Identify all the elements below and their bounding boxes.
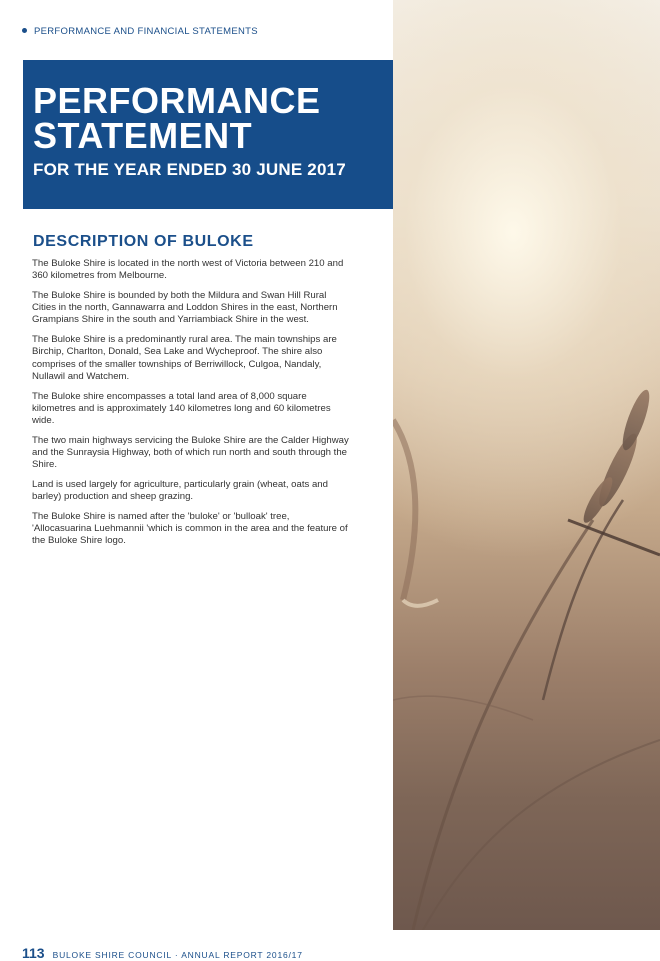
page-footer [22, 945, 303, 961]
page-title-line1: PERFORMANCE [33, 80, 321, 121]
page-title-line2: STATEMENT [33, 115, 253, 156]
page-subtitle: FOR THE YEAR ENDED 30 JUNE 2017 [33, 160, 346, 179]
title-banner [23, 60, 393, 209]
page-title [33, 80, 321, 156]
wheat-field-photo [393, 0, 660, 930]
section-heading: DESCRIPTION OF BULOKE [33, 233, 254, 250]
bullet-dot-icon [22, 28, 27, 33]
paragraph: Land is used largely for agriculture, particularly grain (wheat, oats and barley) production and sheep grazing. [32, 479, 328, 503]
page-number: 113 [22, 945, 45, 961]
section-label [22, 26, 258, 37]
footer-text: BULOKE SHIRE COUNCIL · ANNUAL REPORT 2016/17 [52, 950, 303, 960]
paragraph: The Buloke Shire is named after the 'buloke' or 'bulloak' tree, 'Allocasuarina Luehmannii 'which is common in the area and the feature of the Buloke Shire logo. [32, 511, 348, 547]
section-label-text: PERFORMANCE AND FINANCIAL STATEMENTS [34, 26, 258, 37]
paragraph: The Buloke shire encompasses a total land area of 8,000 square kilometres and is approximately 140 kilometres long and 60 kilometres wide. [32, 390, 331, 427]
body-text [32, 258, 350, 555]
wheat-stalks-illustration [393, 0, 660, 930]
paragraph: The Buloke Shire is bounded by both the Mildura and Swan Hill Rural Cities in the north, Gannawarra and Loddon Shires in the east, Northern Grampians Shire in the south and Yarriambiack Shire in the west. [32, 290, 338, 326]
paragraph: The Buloke Shire is located in the north west of Victoria between 210 and 360 kilometres from Melbourne. [32, 258, 344, 282]
paragraph: The two main highways servicing the Buloke Shire are the Calder Highway and the Sunraysia Highway, both of which run north and south through the Shire. [32, 434, 349, 471]
paragraph: The Buloke Shire is a predominantly rural area. The main townships are Birchip, Charlton, Donald, Sea Lake and Wycheproof. The shire also comprises of the smaller townships of Berriwillock, Culgoa, Nandaly, Nullawil and Watchem. [32, 334, 337, 382]
